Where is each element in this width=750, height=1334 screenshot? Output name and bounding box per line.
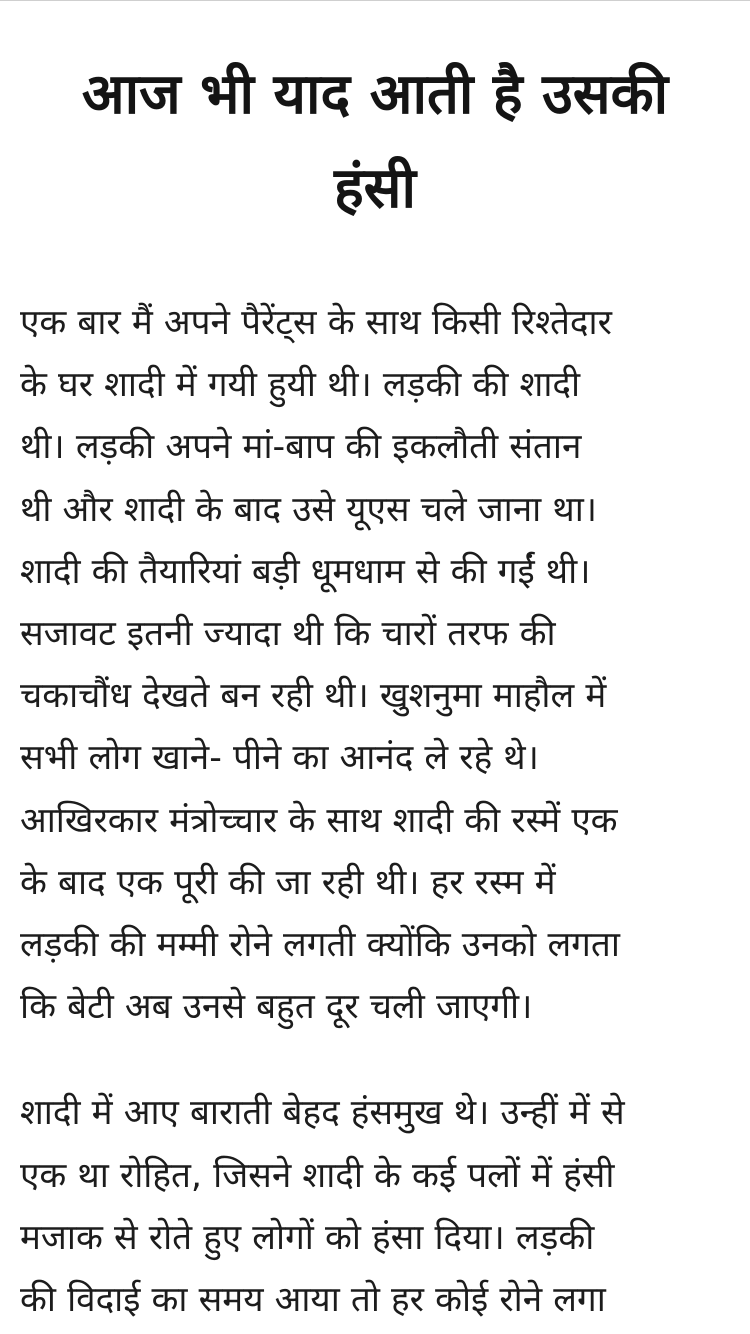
paragraph-line: चकाचौंध देखते बन रही थी। खुशनुमा माहौल में [20, 676, 607, 717]
paragraph-line: सभी लोग खाने- पीने का आनंद ले रहे थे। [20, 738, 539, 779]
paragraph-line: आखिरकार मंत्रोच्चार के साथ शादी की रस्में एक [20, 800, 618, 841]
paragraph-line: थी और शादी के बाद उसे यूएस चले जाना था। [20, 489, 598, 530]
article-paragraph-2 [20, 1082, 730, 1331]
paragraph-line: शादी की तैयारियां बड़ी धूमधाम से की गईं थी। [20, 551, 591, 592]
paragraph-line: की विदाई का समय आया तो हर कोई रोने लगा [20, 1280, 606, 1321]
paragraph-line: एक बार मैं अपने पैरेंट्स के साथ किसी रिश्तेदार [20, 303, 612, 343]
paragraph-line: शादी में आए बाराती बेहद हंसमुख थे। उन्हीं में से [20, 1093, 625, 1134]
paragraph-line: के बाद एक पूरी की जा रही थी। हर रस्म में [20, 862, 556, 903]
paragraph-line: लड़की की मम्मी रोने लगती क्योंकि उनको लगता [20, 925, 620, 966]
paragraph-line: मजाक से रोते हुए लोगों को हंसा दिया। लड़की [20, 1217, 595, 1258]
paragraph-line: कि बेटी अब उनसे बहुत दूर चली जाएगी। [20, 987, 533, 1028]
article-paragraph-1 [20, 292, 730, 1038]
paragraph-line: के घर शादी में गयी हुयी थी। लड़की की शादी [20, 365, 581, 406]
paragraph-line: एक था रोहित, जिसने शादी के कई पलों में हंसी [20, 1155, 615, 1196]
paragraph-line: थी। लड़की अपने मां-बाप की इकलौती संतान [20, 427, 582, 468]
article-title: आज भी याद आती है उसकी हंसी [81, 62, 669, 221]
paragraph-line: सजावट इतनी ज्यादा थी कि चारों तरफ की [20, 614, 556, 655]
